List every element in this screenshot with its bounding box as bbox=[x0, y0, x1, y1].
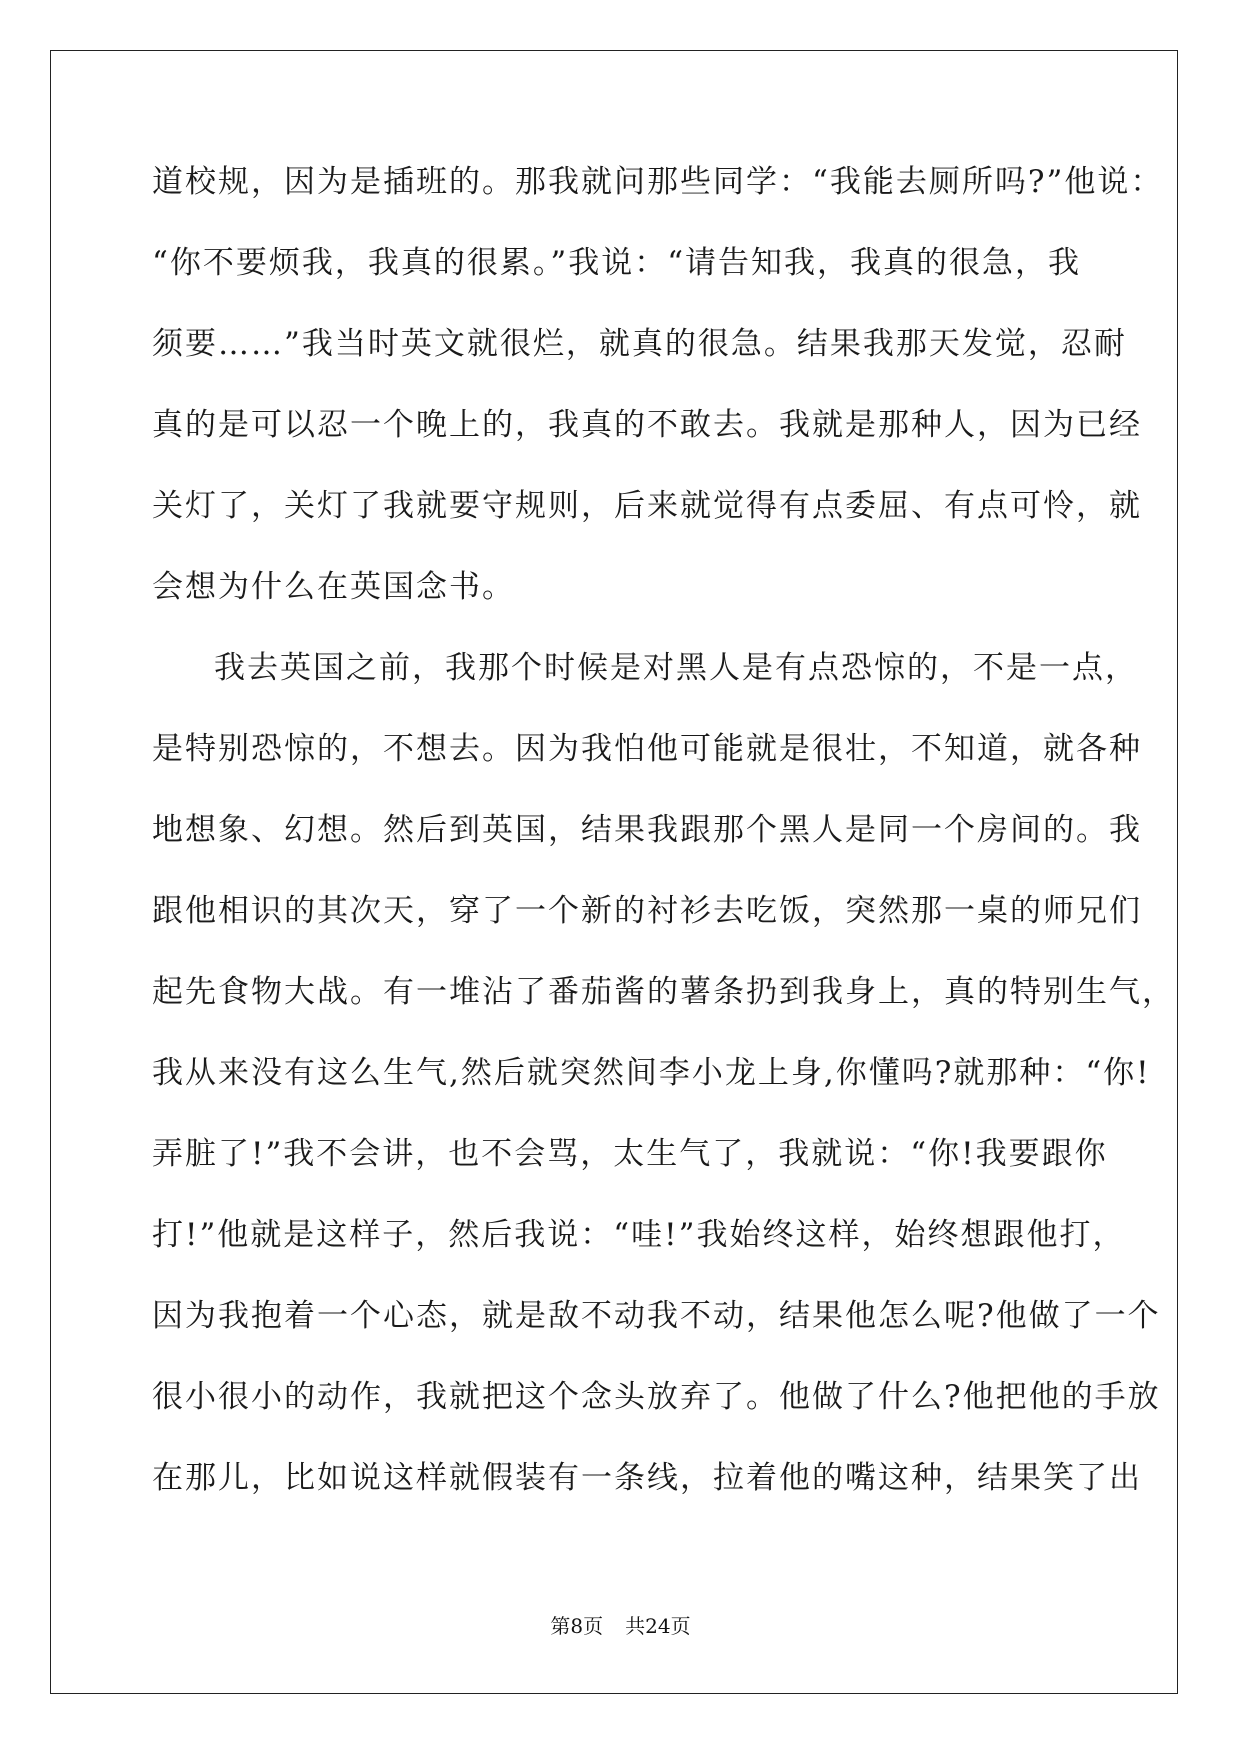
page-footer bbox=[0, 1610, 1241, 1639]
text-line: 跟他相识的其次天，穿了一个新的衬衫去吃饭，突然那一桌的师兄们 bbox=[152, 893, 1142, 929]
document-body bbox=[152, 152, 1175, 1529]
page-number: 第8页 bbox=[550, 1614, 604, 1638]
text-line: 起先食物大战。有一堆沾了番茄酱的薯条扔到我身上，真的特别生气， bbox=[152, 974, 1175, 1010]
text-line: 真的是可以忍一个晚上的，我真的不敢去。我就是那种人，因为已经 bbox=[152, 407, 1142, 443]
text-line: 地想象、幻想。然后到英国，结果我跟那个黑人是同一个房间的。我 bbox=[152, 812, 1142, 848]
text-line: 很小很小的动作，我就把这个念头放弃了。他做了什么?他把他的手放 bbox=[152, 1379, 1161, 1415]
text-line: 弄脏了!”我不会讲，也不会骂，太生气了，我就说：“你!我要跟你 bbox=[152, 1136, 1108, 1172]
text-line: 须要……”我当时英文就很烂，就真的很急。结果我那天发觉，忍耐 bbox=[152, 326, 1127, 362]
paragraph-start-line: 我去英国之前，我那个时候是对黑人是有点恐惊的，不是一点， bbox=[214, 650, 1138, 686]
text-line: 打!”他就是这样子，然后我说：“哇!”我始终这样，始终想跟他打， bbox=[152, 1217, 1126, 1253]
text-line: 我从来没有这么生气,然后就突然间李小龙上身,你懂吗?就那种：“你! bbox=[152, 1055, 1151, 1091]
text-line: 会想为什么在英国念书。 bbox=[152, 569, 515, 605]
text-line: 关灯了，关灯了我就要守规则，后来就觉得有点委屈、有点可怜，就 bbox=[152, 488, 1142, 524]
text-line: 因为我抱着一个心态，就是敌不动我不动，结果他怎么呢?他做了一个 bbox=[152, 1298, 1161, 1334]
text-line: 是特别恐惊的，不想去。因为我怕他可能就是很壮，不知道，就各种 bbox=[152, 731, 1142, 767]
text-line: 道校规，因为是插班的。那我就问那些同学：“我能去厕所吗?”他说： bbox=[152, 164, 1164, 200]
text-line: “你不要烦我，我真的很累。”我说：“请告知我，我真的很急，我 bbox=[152, 245, 1082, 281]
page-total: 共24页 bbox=[625, 1614, 691, 1638]
text-line: 在那儿，比如说这样就假装有一条线，拉着他的嘴这种，结果笑了出 bbox=[152, 1460, 1142, 1496]
